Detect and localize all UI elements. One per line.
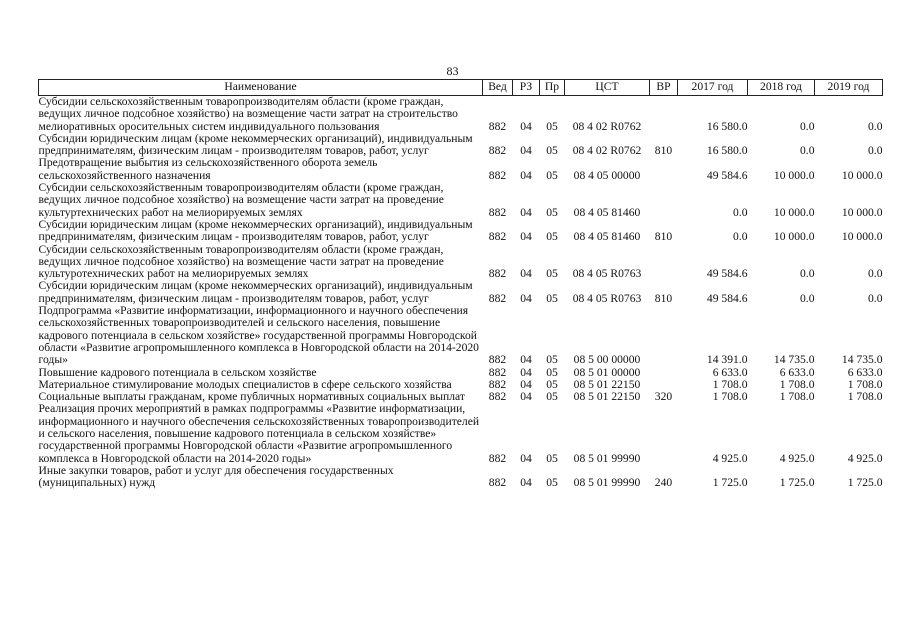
table-row (39, 133, 883, 158)
row-ved: 882 (488, 476, 507, 490)
row-2017: 14 391.0 (706, 353, 748, 367)
row-cst: 08 4 05 81460 (573, 205, 641, 219)
row-2017: 1 725.0 (712, 476, 748, 490)
table-row (39, 465, 883, 490)
table-row (39, 182, 883, 219)
header-rz: РЗ (513, 80, 540, 96)
table-header-row (39, 80, 883, 96)
row-2018: 1 708.0 (779, 390, 815, 404)
row-rz: 04 (520, 144, 532, 158)
header-2017: 2017 год (678, 80, 748, 96)
header-name: Наименование (39, 80, 483, 96)
row-2018: 14 735.0 (773, 353, 815, 367)
table-row (39, 280, 883, 305)
row-2018: 4 925.0 (779, 451, 815, 465)
table-row (39, 219, 883, 244)
row-2019: 0.0 (868, 144, 883, 158)
row-cst: 08 4 02 R0762 (572, 144, 642, 158)
row-cst: 08 5 01 22150 (573, 390, 641, 404)
row-2019: 1 708.0 (847, 390, 883, 404)
row-vr (650, 182, 678, 219)
row-2018: 10 000.0 (773, 230, 815, 244)
row-2017: 16 580.0 (706, 119, 748, 133)
row-name: Субсидии юридическим лицам (кроме некоммерческих организаций), индивидуальным предпринимателям, физическим лицам - производителям товаров, работ, услуг (38, 217, 473, 244)
row-rz: 04 (520, 451, 532, 465)
row-rz: 04 (520, 230, 532, 244)
row-2019: 0.0 (868, 119, 883, 133)
row-2018: 6 633.0 (779, 365, 815, 379)
row-ved: 882 (488, 353, 507, 367)
row-vr: 240 (654, 476, 673, 490)
row-2019: 6 633.0 (847, 365, 883, 379)
row-2017: 49 584.6 (706, 168, 748, 182)
row-name: Социальные выплаты гражданам, кроме публичных нормативных социальных выплат (38, 390, 465, 404)
table-row (39, 305, 883, 366)
row-2019: 0.0 (868, 267, 883, 281)
row-vr: 810 (654, 144, 673, 158)
header-pr: Пр (540, 80, 565, 96)
row-2017: 0.0 (733, 230, 748, 244)
row-ved: 882 (488, 144, 507, 158)
row-pr: 05 (546, 119, 558, 133)
row-pr: 05 (546, 230, 558, 244)
row-rz: 04 (520, 365, 532, 379)
row-vr (650, 157, 678, 182)
row-cst: 08 5 00 00000 (573, 353, 641, 367)
row-name: Субсидии юридическим лицам (кроме некоммерческих организаций), индивидуальным предпринимателям, физическим лицам - производителям товаров, работ, услуг (38, 131, 473, 158)
row-rz: 04 (520, 168, 532, 182)
row-2017: 1 708.0 (712, 377, 748, 391)
row-2018: 10 000.0 (773, 168, 815, 182)
row-cst: 08 5 01 00000 (573, 365, 641, 379)
row-2018: 0.0 (800, 119, 815, 133)
row-name: Подпрограмма «Развитие информатизации, информационного и научного обеспечения сельскохозяйственных товаропроизводителей и сельского населения, повышение кадрового потенциала в сельском хозяйстве» государственной программы Новгородской области «Развитие агропромышленного комплекса в Новгородской области на 2014-2020 годы» (38, 304, 479, 367)
row-vr (650, 367, 678, 379)
row-2017: 49 584.6 (706, 267, 748, 281)
page-number: 83 (446, 64, 459, 78)
row-2017: 6 633.0 (712, 365, 748, 379)
row-vr: 810 (654, 230, 673, 244)
table-row (39, 96, 883, 133)
row-2018: 0.0 (800, 291, 815, 305)
budget-table (38, 79, 883, 490)
row-2017: 0.0 (733, 205, 748, 219)
table-row (39, 403, 883, 464)
header-2019: 2019 год (815, 80, 883, 96)
row-2019: 4 925.0 (847, 451, 883, 465)
row-name: Материальное стимулирование молодых специалистов в сфере сельского хозяйства (38, 377, 452, 391)
row-ved: 882 (488, 205, 507, 219)
row-ved: 882 (488, 365, 507, 379)
row-pr: 05 (546, 353, 558, 367)
row-ved: 882 (488, 119, 507, 133)
row-rz: 04 (520, 119, 532, 133)
row-2019: 10 000.0 (841, 230, 883, 244)
row-2019: 10 000.0 (841, 205, 883, 219)
row-ved: 882 (488, 377, 507, 391)
row-name: Субсидии сельскохозяйственным товаропроизводителям области (кроме граждан, ведущих личное подсобное хозяйство) на возмещение части затрат на строительство мелиоративных оросительных систем индивидуального пользования (38, 95, 458, 133)
row-cst: 08 5 01 99990 (573, 451, 641, 465)
row-cst: 08 4 05 R0763 (572, 267, 642, 281)
row-ved: 882 (488, 451, 507, 465)
row-2019: 1 725.0 (847, 476, 883, 490)
row-rz: 04 (520, 390, 532, 404)
row-2019: 0.0 (868, 291, 883, 305)
row-name: Повышение кадрового потенциала в сельском хозяйстве (38, 365, 317, 379)
row-name: Субсидии сельскохозяйственным товаропроизводителям области (кроме граждан, ведущих личное подсобное хозяйство) на возмещение части затрат на проведение культуротехнических работ на мелиорируемых землях (38, 242, 444, 281)
row-pr: 05 (546, 377, 558, 391)
row-2018: 1 708.0 (779, 377, 815, 391)
row-cst: 08 5 01 99990 (573, 476, 641, 490)
row-2018: 0.0 (800, 144, 815, 158)
header-cst: ЦСТ (565, 80, 650, 96)
row-vr: 320 (654, 390, 673, 404)
row-pr: 05 (546, 291, 558, 305)
row-ved: 882 (488, 267, 507, 281)
row-name: Иные закупки товаров, работ и услуг для обеспечения государственных (муниципальных) нужд (38, 463, 394, 490)
row-ved: 882 (488, 230, 507, 244)
row-2019: 14 735.0 (841, 353, 883, 367)
row-vr: 810 (654, 291, 673, 305)
row-pr: 05 (546, 365, 558, 379)
row-pr: 05 (546, 451, 558, 465)
row-2018: 0.0 (800, 267, 815, 281)
row-name: Субсидии сельскохозяйственным товаропроизводителям области (кроме граждан, ведущих личное подсобное хозяйство) на возмещение части затрат на проведение культуртехнических работ на мелиорируемых землях (38, 181, 444, 219)
row-pr: 05 (546, 205, 558, 219)
row-vr (650, 96, 678, 133)
row-ved: 882 (488, 390, 507, 404)
table-row (39, 367, 883, 379)
row-cst: 08 5 01 22150 (573, 377, 641, 391)
row-2018: 10 000.0 (773, 205, 815, 219)
table-row (39, 244, 883, 281)
row-pr: 05 (546, 390, 558, 404)
row-name: Предотвращение выбытия из сельскохозяйственного оборота земель сельскохозяйственного назначения (38, 156, 378, 182)
row-name: Реализация прочих мероприятий в рамках подпрограммы «Развитие информатизации, информационного и научного обеспечения сельскохозяйственных товаропроизводителей и сельского населения, повышение кадрового потенциала в сельском хозяйстве» государственной программы Новгородской области «Развитие агропромышленного комплекса в Новгородской области на 2014-2020 годы» (38, 402, 480, 465)
row-cst: 08 4 02 R0762 (572, 119, 642, 133)
row-ved: 882 (488, 291, 507, 305)
row-2018: 1 725.0 (779, 476, 815, 490)
row-vr (650, 403, 678, 464)
row-pr: 05 (546, 144, 558, 158)
row-rz: 04 (520, 205, 532, 219)
row-name: Субсидии юридическим лицам (кроме некоммерческих организаций), индивидуальным предпринимателям, физическим лицам - производителям товаров, работ, услуг (38, 279, 473, 305)
row-2019: 1 708.0 (847, 377, 883, 391)
row-cst: 08 4 05 00000 (573, 168, 641, 182)
row-cst: 08 4 05 81460 (573, 230, 641, 244)
row-rz: 04 (520, 377, 532, 391)
header-ved: Вед (483, 80, 513, 96)
row-2019: 10 000.0 (841, 168, 883, 182)
row-pr: 05 (546, 476, 558, 490)
row-pr: 05 (546, 267, 558, 281)
row-2017: 49 584.6 (706, 291, 748, 305)
row-2017: 4 925.0 (712, 451, 748, 465)
header-vr: ВР (650, 80, 678, 96)
row-pr: 05 (546, 168, 558, 182)
row-rz: 04 (520, 267, 532, 281)
row-vr (650, 244, 678, 281)
row-ved: 882 (488, 168, 507, 182)
row-rz: 04 (520, 476, 532, 490)
row-vr (650, 305, 678, 366)
row-2017: 1 708.0 (712, 390, 748, 404)
row-2017: 16 580.0 (706, 144, 748, 158)
row-rz: 04 (520, 291, 532, 305)
header-2018: 2018 год (748, 80, 815, 96)
row-cst: 08 4 05 R0763 (572, 291, 642, 305)
row-rz: 04 (520, 353, 532, 367)
table-row (39, 157, 883, 182)
